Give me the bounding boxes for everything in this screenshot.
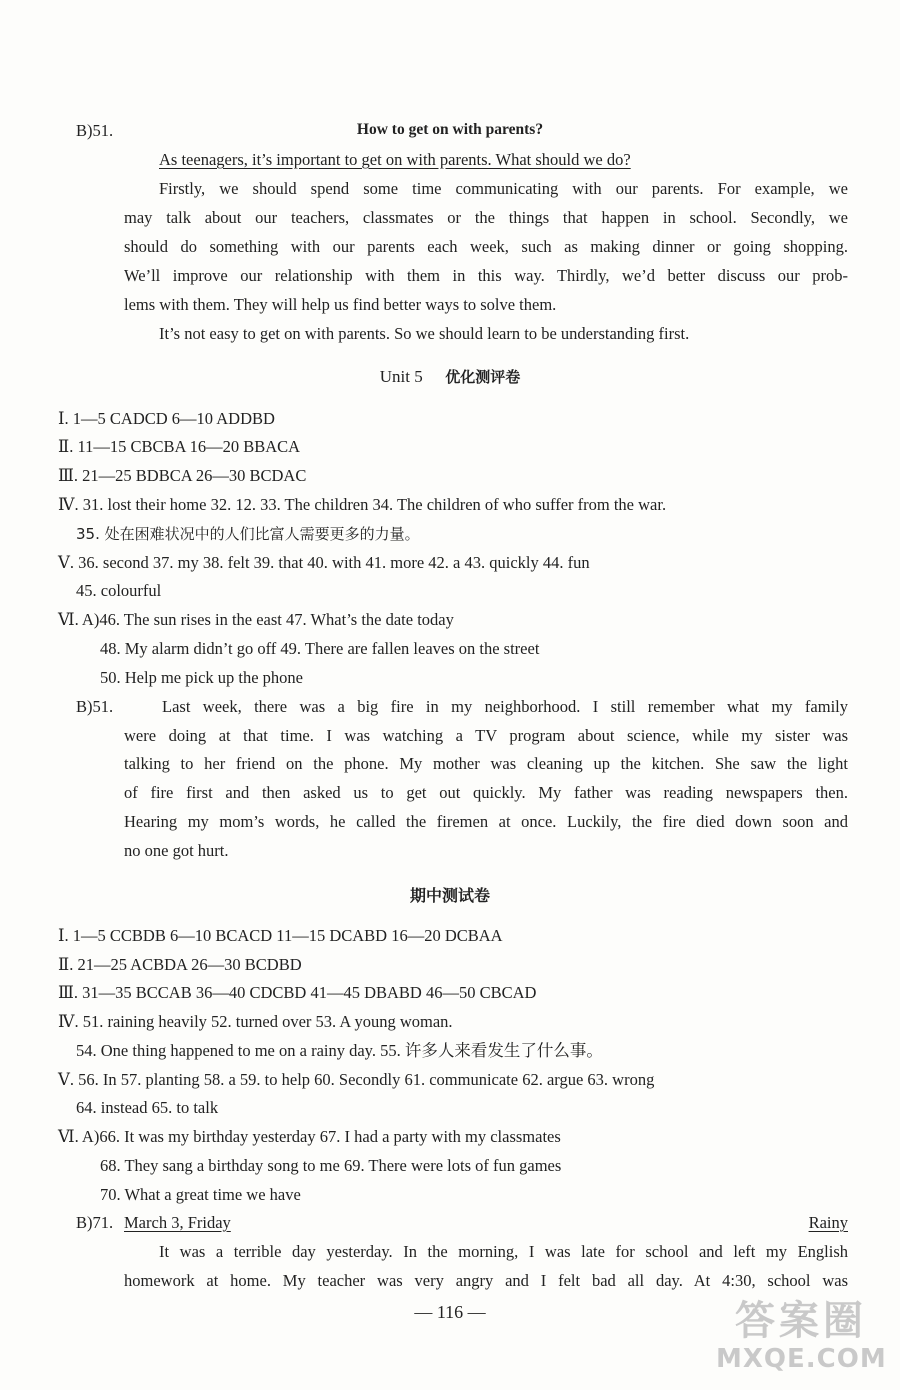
unit5-title-cn: 优化测评卷 — [445, 368, 521, 386]
answer-line: 50. Help me pick up the phone — [100, 668, 303, 687]
answer-line: 45. colourful — [76, 581, 162, 600]
essay1-intro: As teenagers, it’s important to get on with parents. What should we do? — [159, 150, 631, 169]
unit5-title-en: Unit 5 — [379, 367, 423, 386]
essay1-line: should do something with our parents each week, such as making dinner or going shopping. — [124, 237, 848, 256]
answer-line: 35. 处在困难状况中的人们比富人需要更多的力量。 — [76, 525, 420, 543]
unit5-essay-line: were doing at that time. I was watching a TV program about science, while my sister was — [124, 726, 848, 745]
unit5-essay-line: of fire first and then asked us to get out quickly. My father was reading newspapers then. — [124, 783, 848, 802]
answer-line: Ⅳ. 51. raining heavily 52. turned over 53. A young woman. — [58, 1012, 453, 1031]
essay1-line: may talk about our teachers, classmates or the things that happen in school. Secondly, we — [124, 208, 848, 227]
answer-line: Ⅴ. 36. second 37. my 38. felt 39. that 40. with 41. more 42. a 43. quickly 44. fun — [58, 553, 590, 572]
answer-line: 54. One thing happened to me on a rainy day. 55. 许多人来看发生了什么事。 — [76, 1041, 603, 1060]
unit5-essay-line: Last week, there was a big fire in my neighborhood. I still remember what my family — [162, 697, 848, 716]
watermark-logo — [716, 1298, 886, 1378]
essay1-line: Firstly, we should spend some time communicating with our parents. For example, we — [159, 179, 848, 198]
answer-line: 48. My alarm didn’t go off 49. There are fallen leaves on the street — [100, 639, 540, 658]
answer-line: Ⅲ. 21—25 BDBCA 26—30 BCDAC — [58, 466, 307, 485]
answer-line: Ⅰ. 1—5 CCBDB 6—10 BCACD 11—15 DCABD 16—20 DCBAA — [58, 926, 503, 945]
unit5-essay-label: B)51. — [76, 697, 114, 716]
answer-line: Ⅵ. A)66. It was my birthday yesterday 67. I had a party with my classmates — [58, 1127, 561, 1146]
diary-line: It was a terrible day yesterday. In the morning, I was late for school and left my English — [159, 1242, 848, 1261]
diary-label: B)71. — [76, 1213, 114, 1232]
answer-line: Ⅱ. 21—25 ACBDA 26—30 BCDBD — [58, 955, 302, 974]
answer-line: Ⅱ. 11—15 CBCBA 16—20 BBACA — [58, 437, 301, 456]
answer-line: Ⅰ. 1—5 CADCD 6—10 ADDBD — [58, 409, 275, 428]
answer-line: Ⅴ. 56. In 57. planting 58. a 59. to help 60. Secondly 61. communicate 62. argue 63. wrong — [58, 1070, 655, 1089]
unit5-essay-line: talking to her friend on the phone. My mother was cleaning up the kitchen. She saw the light — [124, 754, 848, 773]
diary-date: March 3, Friday — [124, 1213, 231, 1232]
essay1-title: How to get on with parents? — [356, 121, 544, 138]
page-number: — 116 — — [414, 1302, 486, 1322]
answer-line: Ⅲ. 31—35 BCCAB 36—40 CDCBD 41—45 DBABD 46—50 CBCAD — [58, 983, 537, 1002]
diary-line: homework at home. My teacher was very angry and I felt bad all day. At 4:30, school was — [124, 1271, 848, 1290]
answer-line: 70. What a great time we have — [100, 1185, 301, 1204]
midterm-title: 期中测试卷 — [409, 886, 490, 905]
answer-line: 68. They sang a birthday song to me 69. There were lots of fun games — [100, 1156, 562, 1175]
unit5-essay-line: no one got hurt. — [124, 841, 229, 860]
watermark-top: 答案圈 — [735, 1298, 867, 1344]
unit5-title — [0, 366, 900, 387]
essay1-line: It’s not easy to get on with parents. So we should learn to be understanding first. — [159, 324, 690, 343]
essay1-line: We’ll improve our relationship with them in this way. Thirdly, we’d better discuss our prob- — [124, 266, 848, 285]
essay1-line: lems with them. They will help us find better ways to solve them. — [124, 295, 557, 314]
answer-line: 64. instead 65. to talk — [76, 1098, 219, 1117]
diary-weather: Rainy — [808, 1213, 848, 1232]
watermark-bottom: MXQE.COM — [716, 1344, 887, 1374]
unit5-essay-line: Hearing my mom’s words, he called the firemen at once. Luckily, the fire died down soon and — [124, 812, 848, 831]
answer-line: Ⅳ. 31. lost their home 32. 12. 33. The children 34. The children of who suffer from the war. — [58, 495, 667, 514]
essay1-label: B)51. — [76, 121, 114, 140]
answer-line: Ⅵ. A)46. The sun rises in the east 47. What’s the date today — [58, 610, 454, 629]
